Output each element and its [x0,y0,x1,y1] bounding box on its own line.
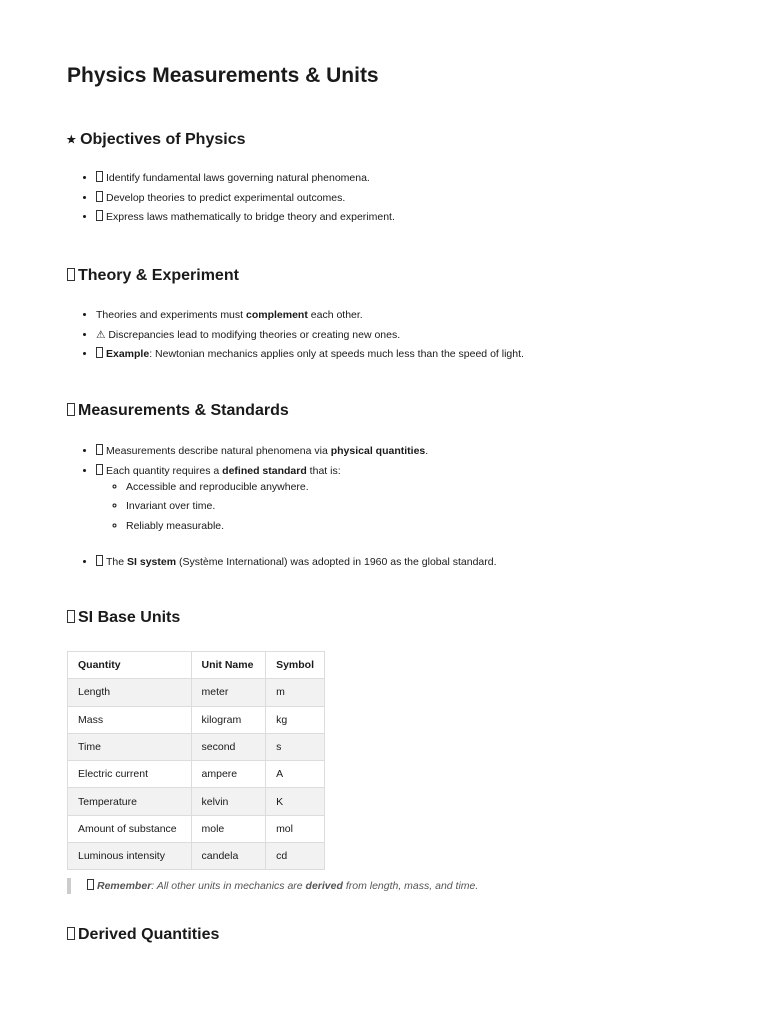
emoji-icon [67,403,75,416]
list-item: • Measurements describe natural phenomena via physical quantities. [96,444,428,458]
emoji-icon [67,610,75,623]
si-system-list [67,555,497,575]
list-item: • Theories and experiments must complement each other. [96,308,524,322]
column-header: Symbol [266,652,325,679]
list-item: ◦ Reliably measurable. [126,519,428,533]
list-item: ◦ Accessible and reproducible anywhere. [126,480,428,494]
measurements-list [67,444,428,538]
emoji-icon [96,444,103,455]
emoji-icon [96,210,103,221]
section-heading-theory: Theory & Experiment [67,267,239,285]
standard-criteria-list [96,480,428,533]
list-item: • ⚠ Discrepancies lead to modifying theories or creating new ones. [96,328,524,342]
list-item: • Example: Newtonian mechanics applies only at speeds much less than the speed of light. [96,347,524,361]
emoji-icon [67,927,75,940]
list-item: ◦ Invariant over time. [126,499,428,513]
list-item: • Develop theories to predict experimental outcomes. [96,191,395,205]
column-header: Quantity [68,652,192,679]
table-row: Amount of substance mole mol [68,815,325,842]
table-row: Temperature kelvin K [68,788,325,815]
table-row: Electric current ampere A [68,761,325,788]
table-row: Luminous intensity candela cd [68,843,325,870]
emoji-icon [96,171,103,182]
table-header-row [68,652,325,679]
list-item: • Identify fundamental laws governing natural phenomena. [96,171,395,185]
list-item: • The SI system (Système International) was adopted in 1960 as the global standard. [96,555,497,569]
emoji-icon [96,555,103,566]
section-heading-derived-quantities: Derived Quantities [67,926,219,944]
objectives-list [67,171,395,230]
page-title: Physics Measurements & Units [67,64,379,87]
emoji-icon [87,879,94,890]
emoji-icon [67,268,75,281]
column-header: Unit Name [191,652,266,679]
list-item: • Express laws mathematically to bridge theory and experiment. [96,210,395,224]
emoji-icon [96,464,103,475]
remember-blockquote: Remember: All other units in mechanics are derived from length, mass, and time. [67,878,478,894]
si-units-table [67,651,325,870]
section-heading-si-base-units: SI Base Units [67,609,180,627]
table-row: Length meter m [68,679,325,706]
section-heading-objectives: ⭑ Objectives of Physics [67,131,246,148]
section-heading-measurements: Measurements & Standards [67,402,289,420]
theory-list [67,308,524,367]
table-row: Mass kilogram kg [68,706,325,733]
table-row: Time second s [68,733,325,760]
emoji-icon [96,347,103,358]
emoji-icon [96,191,103,202]
list-item: • Each quantity requires a defined standard that is: ◦ Accessible and reproducible anywhere. ◦ Invariant over time. ◦ Reliably measurable. [96,464,428,533]
